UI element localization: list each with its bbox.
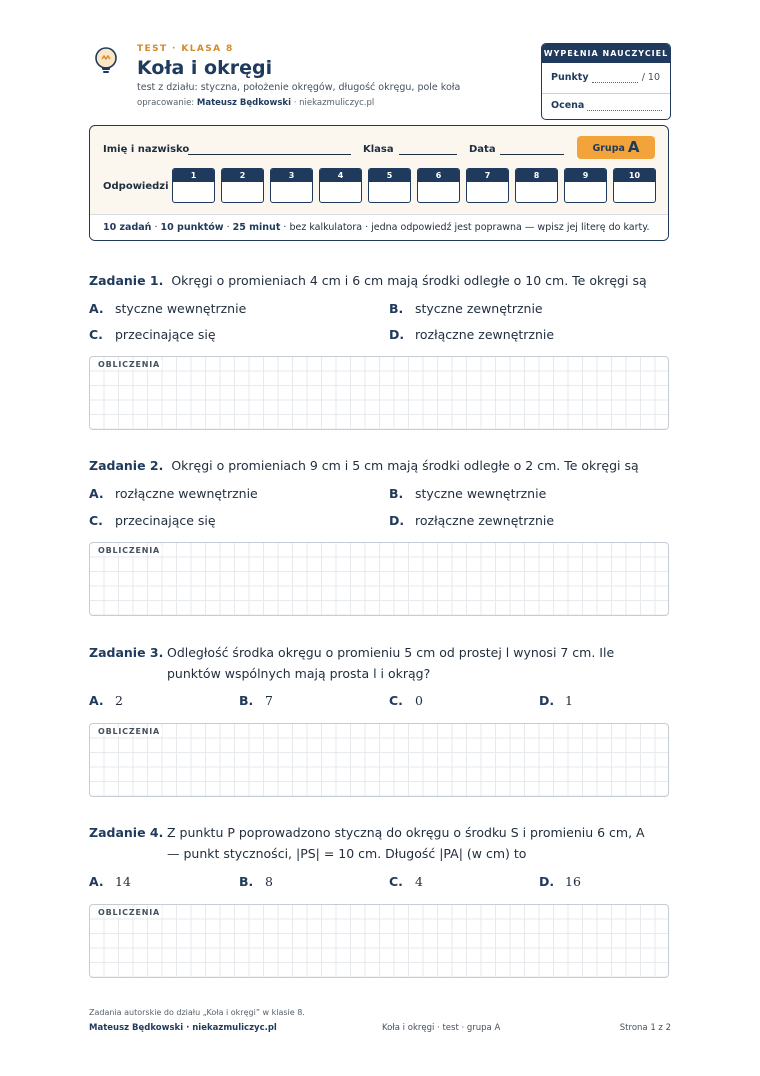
option-b[interactable]: [389, 301, 543, 316]
class-field[interactable]: [399, 154, 457, 155]
answer-number: 7: [467, 169, 508, 182]
work-area[interactable]: [89, 356, 669, 430]
answer-number: 2: [222, 169, 263, 182]
work-area-label: OBLICZENIA: [98, 360, 160, 369]
task-label: Zadanie 2.: [89, 458, 164, 473]
answer-number: 5: [369, 169, 410, 182]
task-text-line-2: punktów wspólnych mają prosta l i okrąg?: [167, 666, 431, 681]
option-text: 7: [265, 693, 273, 708]
author-name: Mateusz Będkowski: [196, 98, 292, 108]
task-question: [89, 270, 671, 291]
option-text: rozłączne zewnętrznie: [415, 327, 555, 342]
answer-number: 8: [516, 169, 557, 182]
answer-box-9[interactable]: [564, 168, 607, 203]
answer-box-5[interactable]: [368, 168, 411, 203]
option-text: 14: [115, 874, 131, 889]
option-d[interactable]: [539, 693, 573, 708]
option-a[interactable]: [89, 874, 131, 889]
page-number: Strona 1 z 2: [619, 1023, 671, 1033]
footer-author: Mateusz Będkowski · niekazmuliczyc.pl: [89, 1023, 277, 1033]
task-label: Zadanie 1.: [89, 273, 164, 288]
option-text: rozłączne wewnętrznie: [115, 486, 258, 501]
class-label: Klasa: [363, 144, 394, 155]
answer-box-3[interactable]: [270, 168, 313, 203]
answer-box-6[interactable]: [417, 168, 460, 203]
work-area[interactable]: [89, 904, 669, 978]
option-letter: A.: [89, 874, 104, 889]
task-text: Okręgi o promieniach 9 cm i 5 cm mają środki odległe o 2 cm. Te okręgi są: [171, 458, 639, 473]
option-b[interactable]: [239, 874, 273, 889]
answer-number: 6: [418, 169, 459, 182]
page-title: Koła i okręgi: [137, 57, 273, 79]
option-text: styczne wewnętrznie: [115, 301, 247, 316]
option-letter: B.: [389, 301, 404, 316]
points-label: Punkty: [551, 72, 589, 83]
work-area-label: OBLICZENIA: [98, 908, 160, 917]
option-c[interactable]: [389, 693, 423, 708]
option-a[interactable]: [89, 693, 123, 708]
task-label: Zadanie 3.: [89, 645, 164, 660]
work-area-label: OBLICZENIA: [98, 546, 160, 555]
task-question: [89, 822, 671, 864]
info-tasks: 10 zadań: [103, 222, 152, 233]
name-field[interactable]: [188, 154, 351, 155]
task-label: Zadanie 4.: [89, 825, 164, 840]
option-text: 0: [415, 693, 423, 708]
option-d[interactable]: [389, 327, 554, 342]
info-time: 25 minut: [232, 222, 281, 233]
work-area[interactable]: [89, 723, 669, 797]
answers-label: Odpowiedzi: [103, 181, 169, 192]
option-letter: A.: [89, 301, 104, 316]
grade-field[interactable]: [587, 110, 662, 111]
task-question: [89, 455, 671, 476]
student-card: [89, 125, 669, 241]
teacher-box: [541, 43, 671, 120]
option-b[interactable]: [389, 486, 546, 501]
task-1: [89, 270, 671, 369]
option-letter: D.: [539, 874, 555, 889]
option-text: 4: [415, 874, 423, 889]
option-c[interactable]: [389, 874, 423, 889]
option-text: styczne zewnętrznie: [415, 301, 543, 316]
answer-box-8[interactable]: [515, 168, 558, 203]
option-a[interactable]: [89, 486, 258, 501]
option-letter: C.: [389, 874, 403, 889]
option-b[interactable]: [239, 693, 273, 708]
option-letter: C.: [89, 327, 103, 342]
option-text: rozłączne zewnętrznie: [415, 513, 555, 528]
footer-title: Koła i okręgi · test · grupa A: [382, 1023, 501, 1033]
option-c[interactable]: [89, 513, 216, 528]
group-label: Grupa: [592, 143, 625, 154]
option-letter: A.: [89, 486, 104, 501]
task-3: [89, 642, 671, 736]
teacher-box-heading: WYPEŁNIA NAUCZYCIEL: [542, 44, 670, 63]
author-prefix: opracowanie:: [137, 98, 195, 108]
date-label: Data: [469, 144, 496, 155]
kicker: TEST · KLASA 8: [137, 44, 234, 54]
answer-number: 4: [320, 169, 361, 182]
option-letter: B.: [239, 874, 254, 889]
author-line: [137, 98, 374, 108]
points-field[interactable]: [592, 82, 638, 83]
answer-number: 1: [173, 169, 214, 182]
option-text: 8: [265, 874, 273, 889]
option-letter: B.: [239, 693, 254, 708]
teacher-box-divider: [542, 93, 670, 94]
name-label: Imię i nazwisko: [103, 144, 190, 155]
task-2: [89, 455, 671, 555]
task-question: [89, 642, 671, 684]
card-info: 10 zadań · 10 punktów · 25 minut · bez kalkulatora · jedna odpowiedź jest poprawna — wpisz jej literę do karty.: [90, 214, 668, 241]
task-text-line-1: Odległość środka okręgu o promieniu 5 cm od prostej l wynosi 7 cm. Ile: [167, 645, 615, 660]
task-text: Okręgi o promieniach 4 cm i 6 cm mają środki odległe o 10 cm. Te okręgi są: [171, 273, 647, 288]
info-rest: · bez kalkulatora · jedna odpowiedź jest poprawna — wpisz jej literę do karty.: [283, 222, 650, 233]
option-text: 1: [565, 693, 573, 708]
option-letter: D.: [539, 693, 555, 708]
group-badge: [577, 136, 655, 159]
task-4: [89, 822, 671, 917]
author-site: · niekazmuliczyc.pl: [293, 98, 375, 108]
option-text: 2: [115, 693, 123, 708]
answer-number: 10: [614, 169, 655, 182]
answer-box-7[interactable]: [466, 168, 509, 203]
option-d[interactable]: [389, 513, 554, 528]
option-c[interactable]: [89, 327, 216, 342]
option-d[interactable]: [539, 874, 581, 889]
group-value: A: [627, 138, 640, 156]
option-letter: D.: [389, 327, 405, 342]
task-text-line-1: Z punktu P poprowadzono styczną do okręgu o środku S i promieniu 6 cm, A: [167, 825, 645, 840]
answer-number: 3: [271, 169, 312, 182]
answer-box-4[interactable]: [319, 168, 362, 203]
answer-number: 9: [565, 169, 606, 182]
option-text: przecinające się: [115, 327, 216, 342]
points-max: / 10: [641, 72, 660, 83]
option-a[interactable]: [89, 301, 246, 316]
answer-box-1[interactable]: [172, 168, 215, 203]
footer-note: Zadania autorskie do działu „Koła i okręgi” w klasie 8.: [89, 1008, 305, 1017]
option-letter: A.: [89, 693, 104, 708]
info-points: 10 punktów: [160, 222, 224, 233]
grade-label: Ocena: [551, 100, 585, 111]
answer-box-10[interactable]: [613, 168, 656, 203]
date-field[interactable]: [500, 154, 564, 155]
option-letter: B.: [389, 486, 404, 501]
work-area[interactable]: [89, 542, 669, 616]
subtitle: test z działu: styczna, położenie okręgów, długość okręgu, pole koła: [137, 82, 461, 93]
lightbulb-icon: [90, 44, 122, 76]
option-text: przecinające się: [115, 513, 216, 528]
option-text: styczne wewnętrznie: [415, 486, 547, 501]
work-area-label: OBLICZENIA: [98, 727, 160, 736]
option-text: 16: [565, 874, 581, 889]
option-letter: D.: [389, 513, 405, 528]
option-letter: C.: [389, 693, 403, 708]
task-text-line-2: — punkt styczności, |PS| = 10 cm. Długość |PA| (w cm) to: [167, 846, 527, 861]
option-letter: C.: [89, 513, 103, 528]
answer-box-2[interactable]: [221, 168, 264, 203]
